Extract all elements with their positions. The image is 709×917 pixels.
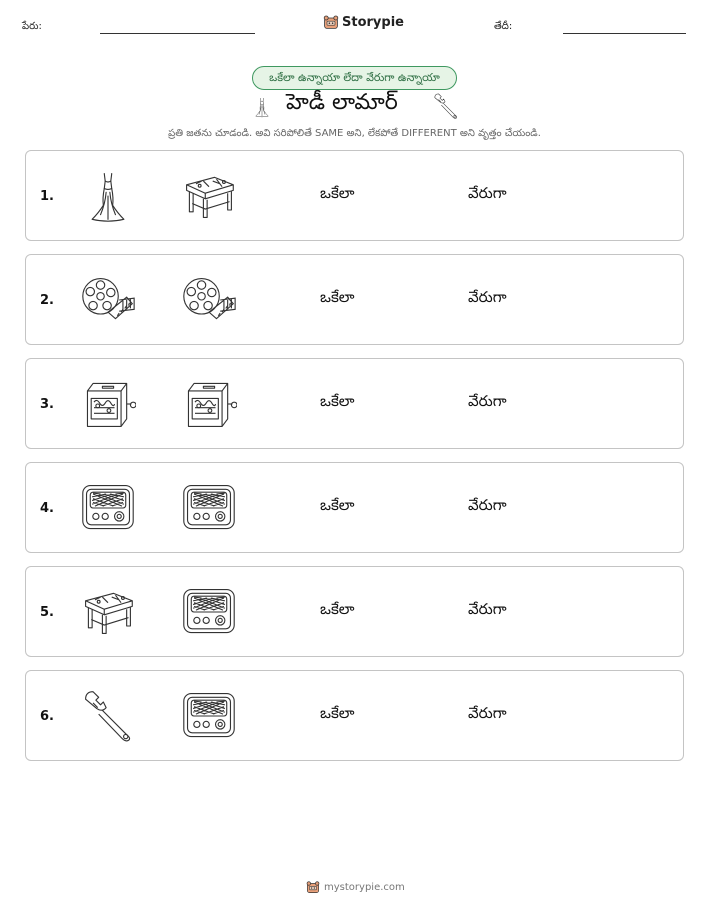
question-row-1 — [25, 150, 684, 241]
film-reel-icon — [181, 272, 237, 328]
workbench-icon — [181, 168, 237, 224]
music-box-icon — [181, 376, 237, 432]
question-number: 4. — [40, 501, 54, 516]
name-label: పేరు: — [22, 21, 42, 32]
storypie-logo-icon — [306, 880, 320, 894]
same-option[interactable]: ఒకేలా — [320, 288, 355, 306]
same-option[interactable]: ఒకేలా — [320, 496, 355, 514]
question-row-3 — [25, 358, 684, 449]
question-row-6 — [25, 670, 684, 761]
radio-icon — [181, 584, 237, 640]
different-option[interactable]: వేరుగా — [468, 704, 507, 722]
music-box-icon — [80, 376, 136, 432]
same-option[interactable]: ఒకేలా — [320, 184, 355, 202]
brand-name: Storypie — [342, 14, 404, 30]
same-option[interactable]: ఒకేలా — [320, 600, 355, 618]
worksheet-badge: ఒకేలా ఉన్నాయా లేదా వేరుగా ఉన్నాయా — [252, 66, 457, 90]
same-option[interactable]: ఒకేలా — [320, 704, 355, 722]
different-option[interactable]: వేరుగా — [468, 184, 507, 202]
question-number: 5. — [40, 605, 54, 620]
gown-icon — [80, 168, 136, 224]
wrench-icon — [80, 688, 136, 744]
radio-icon — [80, 480, 136, 536]
worksheet-instruction: ప్రతి జతను చూడండి. అవి సరిపోలితే SAME అని, లేకపోతే DIFFERENT అని వృత్తం చేయండి. — [168, 128, 541, 139]
name-line[interactable] — [100, 33, 255, 34]
question-row-2 — [25, 254, 684, 345]
different-option[interactable]: వేరుగా — [468, 600, 507, 618]
footer — [306, 880, 405, 894]
wrench-icon — [432, 92, 460, 120]
film-reel-icon — [80, 272, 136, 328]
different-option[interactable]: వేరుగా — [468, 392, 507, 410]
question-row-4 — [25, 462, 684, 553]
gown-icon — [251, 91, 273, 123]
different-option[interactable]: వేరుగా — [468, 288, 507, 306]
same-option[interactable]: ఒకేలా — [320, 392, 355, 410]
question-number: 6. — [40, 709, 54, 724]
different-option[interactable]: వేరుగా — [468, 496, 507, 514]
radio-icon — [181, 480, 237, 536]
footer-url[interactable]: mystorypie.com — [324, 881, 405, 893]
question-number: 3. — [40, 397, 54, 412]
question-row-5 — [25, 566, 684, 657]
radio-icon — [181, 688, 237, 744]
date-label: తేదీ: — [494, 21, 513, 32]
workbench-icon — [80, 584, 136, 640]
brand-logo — [323, 14, 404, 30]
question-number: 2. — [40, 293, 54, 308]
storypie-logo-icon — [323, 14, 339, 30]
question-number: 1. — [40, 189, 54, 204]
date-line[interactable] — [563, 33, 686, 34]
worksheet-title: హెడీ లామార్ — [286, 90, 398, 115]
